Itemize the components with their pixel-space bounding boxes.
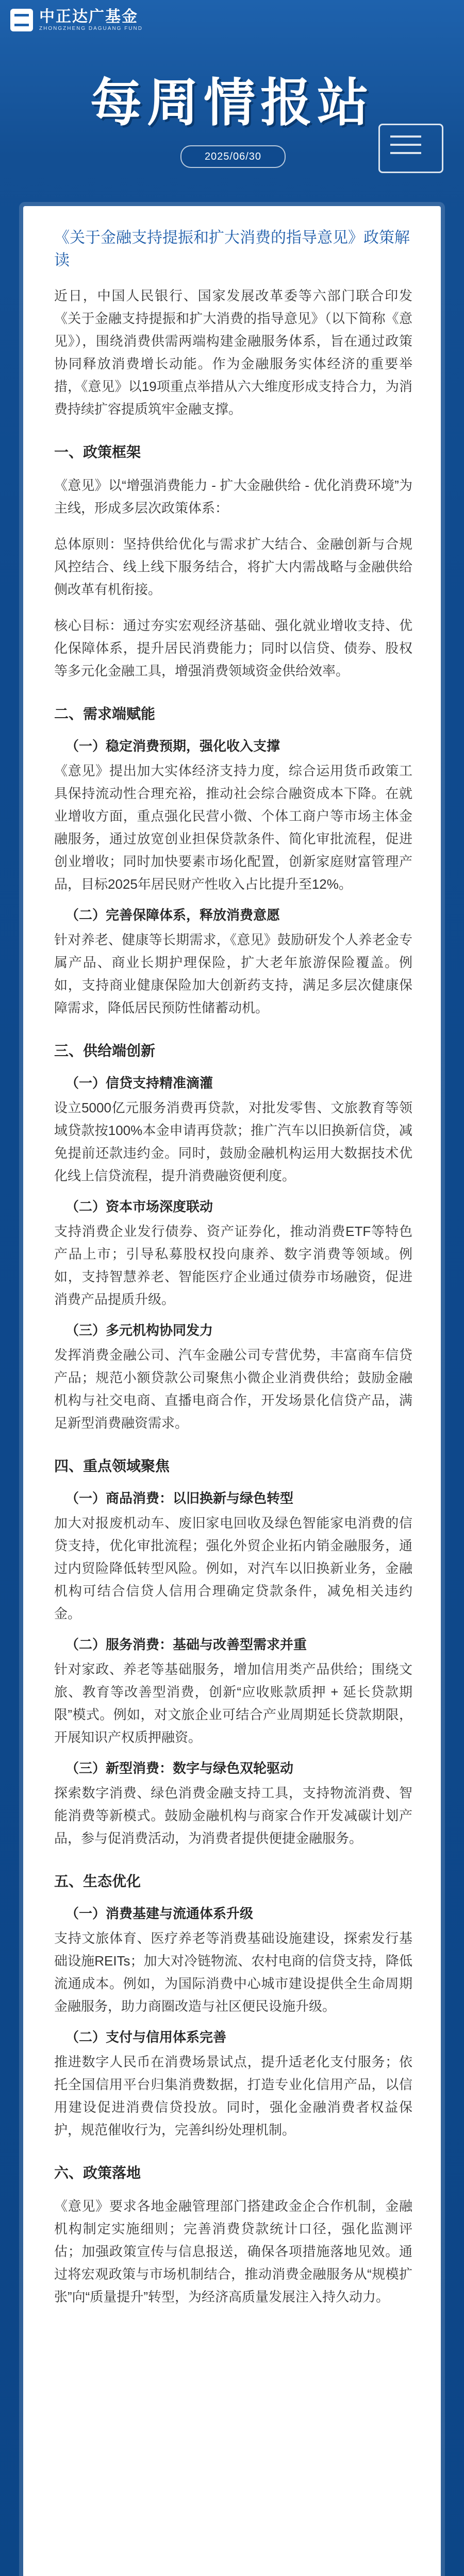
article-card bbox=[23, 206, 441, 2576]
section-heading: 四、重点领域聚焦 bbox=[54, 1458, 170, 1474]
section-heading: 一、政策框架 bbox=[54, 444, 141, 460]
subsection-heading: （三）多元机构协同发力 bbox=[65, 1323, 213, 1338]
section-paragraph: 《意见》要求各地金融管理部门搭建政金企合作机制，金融机构制定实施细则；完善消费贷款统计口径，强化监测评估；加强政策宣传与信息报送，确保各项措施落地见效。通过将宏观政策与市场机制结合，推动消费金融服务从“规模扩张”向“质量提升”转型，为经济高质量发展注入持久动力。 bbox=[54, 2198, 412, 2304]
subsection-heading: （一）商品消费：以旧换新与绿色转型 bbox=[65, 1490, 294, 1506]
banner-title: 每周情报站 bbox=[90, 74, 374, 132]
subsection-heading: （一）稳定消费预期，强化收入支撑 bbox=[65, 738, 280, 754]
subsection-paragraph: 加大对报废机动车、废旧家电回收及绿色智能家电消费的信贷支持，优化审批流程；强化外贸企业拓内销金融服务，通过内贸险降低转型风险。例如，对汽车以旧换新业务，金融机构可结合信贷人信用合理确定贷款条件，减免相关违约金。 bbox=[54, 1515, 412, 1621]
subsection-heading: （二）支付与信用体系完善 bbox=[65, 2029, 227, 2045]
newsletter-icon bbox=[378, 124, 443, 173]
brand-name-cn: 中正达广基金 bbox=[39, 8, 138, 25]
article-sections bbox=[54, 441, 412, 2308]
section-paragraph: 核心目标：通过夯实宏观经济基础、强化就业增收支持、优化保障体系，提升居民消费能力；同时以信贷、债券、股权等多元化金融工具，增强消费领域资金供给效率。 bbox=[54, 618, 412, 679]
section-paragraph: 《意见》以“增强消费能力 - 扩大金融供给 - 优化消费环境”为主线，形成多层次政策体系： bbox=[54, 478, 412, 516]
subsection-paragraph: 《意见》提出加大实体经济支持力度，综合运用货币政策工具保持流动性合理充裕，推动社会综合融资成本下降。在就业增收方面，重点强化民营小微、个体工商户等市场主体金融服务，通过放宽创业担保贷款条件、简化审批流程，促进创业增收；同时加快要素市场化配置，创新家庭财富管理产品，目标2025年居民财产性收入占比提升至12%。 bbox=[54, 763, 412, 892]
article-body bbox=[23, 206, 441, 2342]
section-heading: 二、需求端赋能 bbox=[54, 706, 156, 722]
brand-mark-icon bbox=[10, 9, 33, 31]
subsection-paragraph: 支持消费企业发行债券、资产证券化，推动消费ETF等特色产品上市；引导私募股权投向康养、数字消费等领域。例如，支持智慧养老、智能医疗企业通过债券市场融资，促进消费产品提质升级。 bbox=[54, 1224, 412, 1307]
issue-date-badge: 2025/06/30 bbox=[180, 145, 286, 168]
subsection-paragraph: 发挥消费金融公司、汽车金融公司专营优势，丰富商车信贷产品；规范小额贷款公司聚焦小微企业消费供给；鼓励金融机构与社交电商、直播电商合作，开发场景化信贷产品，满足新型消费融资需求。 bbox=[54, 1347, 412, 1431]
subsection-heading: （二）服务消费：基础与改善型需求并重 bbox=[65, 1637, 307, 1652]
top-bar bbox=[0, 0, 464, 57]
subsection-paragraph: 推进数字人民币在消费场景试点，提升适老化支付服务；依托全国信用平台归集消费数据，打造专业化信用产品，以信用建设促进消费信贷投放。同时，强化金融消费者权益保护，规范催收行为，完善纠纷处理机制。 bbox=[54, 2054, 412, 2138]
subsection-paragraph: 设立5000亿元服务消费再贷款，对批发零售、文旅教育等领域贷款按100%本金申请再贷款；推广汽车以旧换新信贷，减免提前还款违约金。同时，鼓励金融机构运用大数据技术优化线上信贷流程，提升消费融资便利度。 bbox=[54, 1100, 412, 1183]
subsection-heading: （二）资本市场深度联动 bbox=[65, 1199, 213, 1214]
article-intro: 近日，中国人民银行、国家发展改革委等六部门联合印发《关于金融支持提振和扩大消费的指导意见》（以下简称《意见》），围绕消费供需两端构建金融服务体系，旨在通过政策协同释放消费增长动能。作为金融服务实体经济的重要举措，《意见》以19项重点举措从六大维度形成支持合力，为消费持续扩容提质筑牢金融支撑。 bbox=[54, 288, 412, 417]
section-heading: 五、生态优化 bbox=[54, 1873, 141, 1889]
article-title: 《关于金融支持提振和扩大消费的指导意见》政策解读 bbox=[54, 229, 410, 269]
subsection-paragraph: 针对养老、健康等长期需求，《意见》鼓励研发个人养老金专属产品、商业长期护理保险，扩大老年旅游保险覆盖。例如，支持商业健康保险加大创新药支持，满足多层次健康保障需求，降低居民预防性储蓄动机。 bbox=[54, 932, 412, 1015]
brand-logo bbox=[10, 8, 143, 32]
brand-text bbox=[39, 8, 143, 32]
subsection-heading: （一）信贷支持精准滴灌 bbox=[65, 1075, 213, 1091]
subsection-paragraph: 针对家政、养老等基础服务，增加信用类产品供给；围绕文旅、教育等改善型消费，创新“应收账款质押 + 延长贷款期限”模式。例如，对文旅企业可结合产业周期延长贷款期限，开展知识产权质押融资。 bbox=[54, 1662, 412, 1745]
subsection-heading: （三）新型消费：数字与绿色双轮驱动 bbox=[65, 1760, 294, 1776]
subsection-paragraph: 探索数字消费、绿色消费金融支持工具，支持物流消费、智能消费等新模式。鼓励金融机构与商家合作开发减碳计划产品，参与促消费活动，为消费者提供便捷金融服务。 bbox=[54, 1785, 412, 1846]
subsection-paragraph: 支持文旅体育、医疗养老等消费基础设施建设，探索发行基础设施REITs；加大对冷链物流、农村电商的信贷支持，降低流通成本。例如，为国际消费中心城市建设提供全生命周期金融服务，助力商圈改造与社区便民设施升级。 bbox=[54, 1930, 412, 2014]
subsection-heading: （二）完善保障体系，释放消费意愿 bbox=[65, 907, 280, 923]
section-paragraph: 总体原则：坚持供给优化与需求扩大结合、金融创新与合规风控结合、线上线下服务结合，将扩大内需战略与金融供给侧改革有机衔接。 bbox=[54, 536, 412, 597]
section-heading: 三、供给端创新 bbox=[54, 1043, 156, 1059]
subsection-heading: （一）消费基建与流通体系升级 bbox=[65, 1906, 254, 1921]
section-heading: 六、政策落地 bbox=[54, 2165, 141, 2181]
hero-banner bbox=[0, 57, 464, 185]
brand-name-en: ZHONGZHENG DAGUANG FUND bbox=[39, 26, 143, 31]
